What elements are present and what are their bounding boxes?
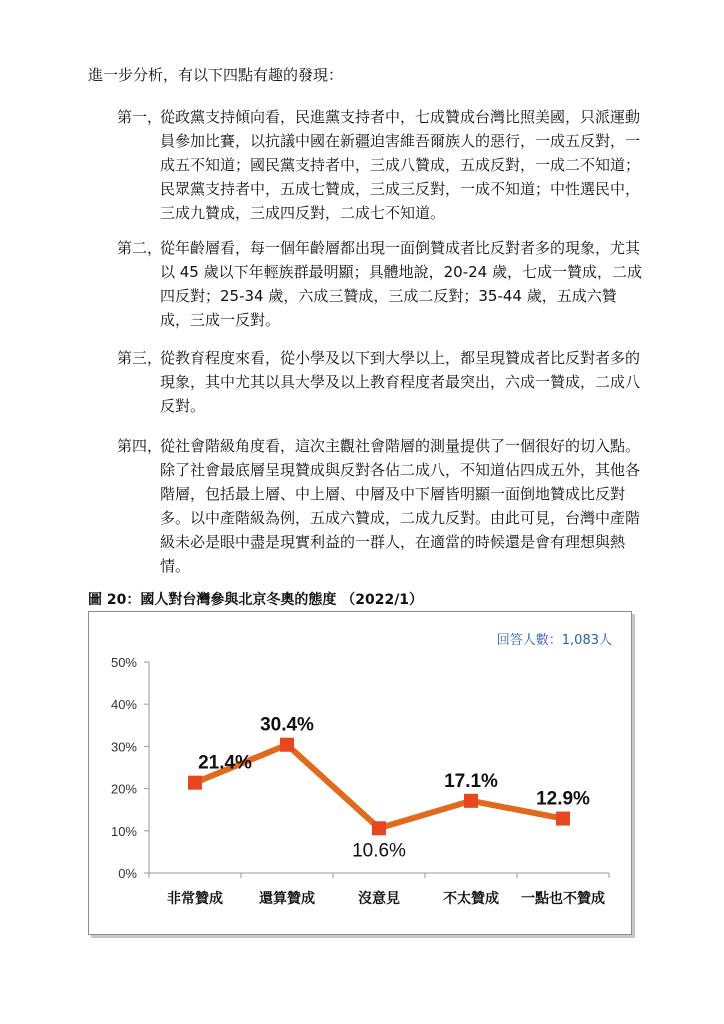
data-label: 17.1% [444,770,498,792]
data-label: 10.6% [352,840,406,862]
data-point-marker [188,776,202,790]
y-tick-label: 10% [110,823,137,839]
finding-2-label: 第二， [117,239,163,257]
y-tick-label: 40% [110,697,137,713]
chart-frame [88,611,632,935]
finding-3-label: 第三， [117,349,163,367]
x-tick-label: 不太贊成 [443,891,499,907]
data-point-marker [280,738,294,752]
finding-4-text: 從社會階級角度看，這次主觀社會階層的測量提供了一個很好的切入點。除了社會最底層呈現贊成與反對各佔二成八，不知道佔四成五外，其他各階層，包括最上層、中上層、中層及中下層皆明顯一面倒地贊成比反對多。以中產階級為例，五成六贊成，二成九反對。由此可見，台灣中產階級未必是眼中盡是現實利益的一群人，在適當的時候還是會有理想與熱情。 [160,437,641,575]
figure-caption: 圖 20：國人對台灣參與北京冬奧的態度 （2022/1） [88,592,424,608]
finding-3-text: 從教育程度來看，從小學及以下到大學以上，都呈現贊成者比反對者多的現象，其中尤其以具大學及以上教育程度者最突出，六成一贊成，二成八反對。 [160,349,641,415]
finding-2 [117,236,642,332]
x-tick-label: 非常贊成 [167,891,223,907]
data-label: 12.9% [536,788,590,810]
finding-3 [117,346,642,418]
finding-4-label: 第四， [117,437,163,455]
y-tick-label: 50% [110,655,137,670]
x-tick-label: 沒意見 [358,891,400,907]
data-point-marker [464,794,478,808]
y-tick-label: 0% [118,866,137,881]
finding-1-text: 從政黨支持傾向看，民進黨支持者中，七成贊成台灣比照美國，只派運動員參加比賽，以抗議中國在新疆迫害維吾爾族人的惡行，一成五反對，一成五不知道；國民黨支持者中，三成八贊成，五成反對，一成二不知道；民眾黨支持者中，五成七贊成，三成三反對，一成不知道；中性選民中，三成九贊成，三成四反對，二成七不知道。 [160,108,641,222]
data-label: 21.4% [198,752,252,774]
respondent-count-note: 回答人數：1,083人 [496,633,612,648]
data-point-marker [372,821,386,835]
finding-1-label: 第一， [117,108,163,126]
finding-2-text: 從年齡層看，每一個年齡層都出現一面倒贊成者比反對者多的現象，尤其以 45 歲以下年輕族群最明顯；具體地說，20-24 歲，七成一贊成，二成四反對；25-34 歲，六成三贊成，三成二反對；35-44 歲，五成六贊成，三成一反對。 [160,239,642,329]
y-tick-label: 30% [110,739,137,755]
y-tick-label: 20% [110,781,137,797]
x-tick-label: 還算贊成 [259,891,315,907]
line-chart [89,612,631,934]
intro-text: 進一步分析，有以下四點有趣的發現： [88,66,344,84]
data-label: 30.4% [260,714,314,736]
finding-4 [117,434,642,578]
finding-1 [117,105,642,225]
data-point-marker [556,812,570,826]
x-tick-label: 一點也不贊成 [521,891,605,907]
